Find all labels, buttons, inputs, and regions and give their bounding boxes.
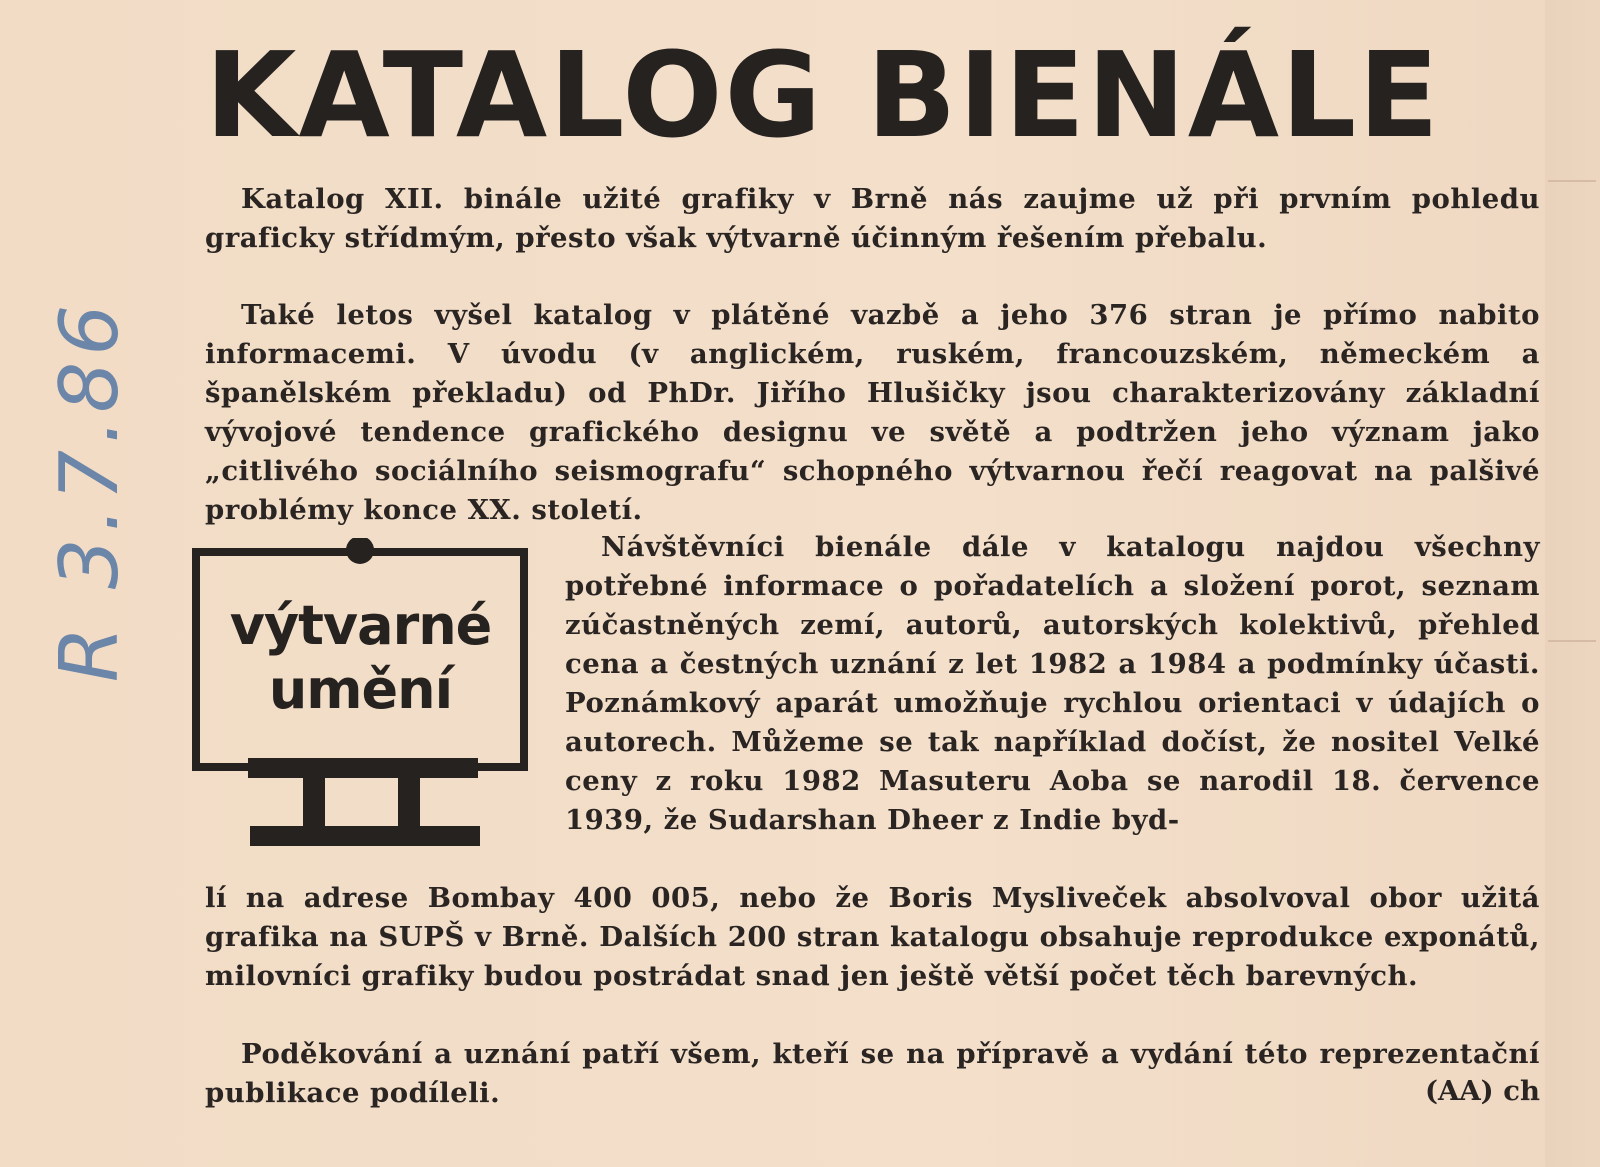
handwritten-date-note: R 3.7.86 (43, 298, 137, 682)
article-headline: KATALOG BIENÁLE (205, 26, 1441, 164)
logo-text-line-1: výtvarné (229, 594, 492, 657)
article-paragraph-4: Poděkování a uznání patří všem, kteří se na přípravě a vydání této reprezentační publikace podíleli. (205, 1038, 1540, 1109)
article-paragraph-3: Návštěvníci bienále dále v katalogu najdou všechny potřebné informace o pořadatelích a složení porot, seznam zúčastněných zemí, autorů, autorských kolektivů, přehled cena a čestných uznání z let 1982 a 1984 a podmínky účasti. Poznámkový aparát umožňuje rychlou orientaci v údajích o autorech. Můžeme se tak například dočíst, že nositel Velké ceny z roku 1982 Masuteru Aoba se narodil 18. července 1939, že Sudarshan Dheer z Indie byd- (565, 531, 1540, 836)
logo-text-line-2: umění (268, 658, 453, 721)
author-signature: (AA) ch (1424, 1075, 1540, 1107)
article-paragraph-2: Také letos vyšel katalog v plátěné vazbě a jeho 376 stran je přímo nabito informacemi. V úvodu (v anglickém, ruském, francouzském, německém a španělském překladu) od PhDr. Jiřího Hlušičky jsou charakterizovány základní vývojové tendence grafického designu ve světě a podtržen jeho význam jako „citlivého sociálního seismografu“ schopného výtvarnou řečí reagovat na palšivé problémy konce XX. století. (205, 299, 1540, 526)
section-logo (188, 538, 533, 868)
bleed-rule (1548, 640, 1596, 642)
bleed-rule (1548, 180, 1596, 182)
adjacent-column-bleed (1545, 0, 1600, 1167)
article-paragraph-1: Katalog XII. binále užité grafiky v Brně nás zaujme už při prvním pohledu graficky střídmým, přesto však výtvarně účinným řešením přebalu. (205, 183, 1540, 254)
article-paragraph-3-continued: lí na adrese Bombay 400 005, nebo že Boris Myslivеček absolvoval obor užitá grafika na SUPŠ v Brně. Dalších 200 stran katalogu obsahuje reprodukce exponátů, milovníci grafiky budou postrádat snad jen ještě větší počet těch barevných. (205, 882, 1540, 992)
